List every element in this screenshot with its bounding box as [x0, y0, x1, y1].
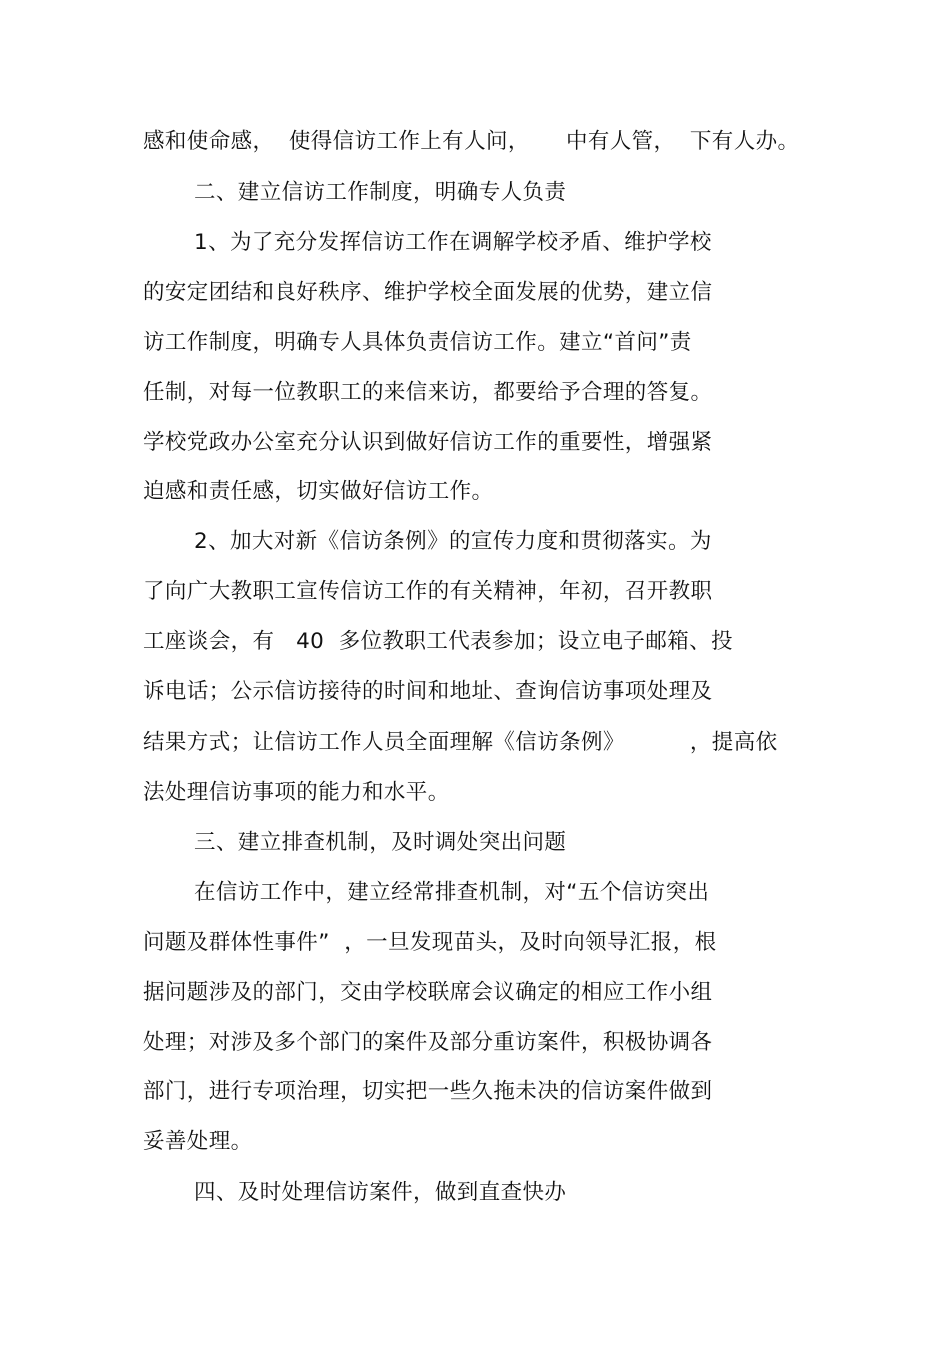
text-line: 访工作制度，明确专人具体负责信访工作。建立“首问”责	[143, 330, 692, 355]
text-line: 2、加大对新《信访条例》的宣传力度和贯彻落实。为	[194, 529, 712, 554]
text-line: 了向广大教职工宣传信访工作的有关精神，年初，召开教职	[143, 579, 713, 604]
text-line: 处理；对涉及多个部门的案件及部分重访案件，积极协调各	[143, 1030, 713, 1055]
text-line: 的安定团结和良好秩序、维护学校全面发展的优势，建立信	[143, 280, 713, 305]
text-line: 1、为了充分发挥信访工作在调解学校矛盾、维护学校	[194, 230, 712, 255]
section-heading: 三、建立排查机制，及时调处突出问题	[194, 830, 567, 855]
text-line: 诉电话；公示信访接待的时间和地址、查询信访事项处理及	[143, 679, 713, 704]
text-line: 结果方式；让信访工作人员全面理解《信访条例》 ，提高依	[143, 730, 778, 755]
text-line: 任制，对每一位教职工的来信来访，都要给予合理的答复。	[143, 380, 713, 405]
text-line: 法处理信访事项的能力和水平。	[143, 780, 450, 805]
text-line: 部门，进行专项治理，切实把一些久拖未决的信访案件做到	[143, 1079, 713, 1104]
text-line: 工座谈会，有 40 多位教职工代表参加；设立电子邮箱、投	[143, 629, 733, 654]
text-line: 妥善处理。	[143, 1129, 253, 1154]
section-heading: 四、及时处理信访案件，做到直查快办	[194, 1180, 567, 1205]
section-heading: 二、建立信访工作制度，明确专人负责	[194, 180, 567, 205]
text-line: 感和使命感， 使得信访工作上有人问， 中有人管， 下有人办。	[143, 129, 800, 154]
text-line: 学校党政办公室充分认识到做好信访工作的重要性，增强紧	[143, 430, 713, 455]
text-line: 迫感和责任感，切实做好信访工作。	[143, 479, 494, 504]
text-line: 问题及群体性事件” ，一旦发现苗头，及时向领导汇报，根	[143, 930, 717, 955]
text-line: 在信访工作中，建立经常排查机制，对“五个信访突出	[194, 880, 710, 905]
text-line: 据问题涉及的部门，交由学校联席会议确定的相应工作小组	[143, 980, 713, 1005]
